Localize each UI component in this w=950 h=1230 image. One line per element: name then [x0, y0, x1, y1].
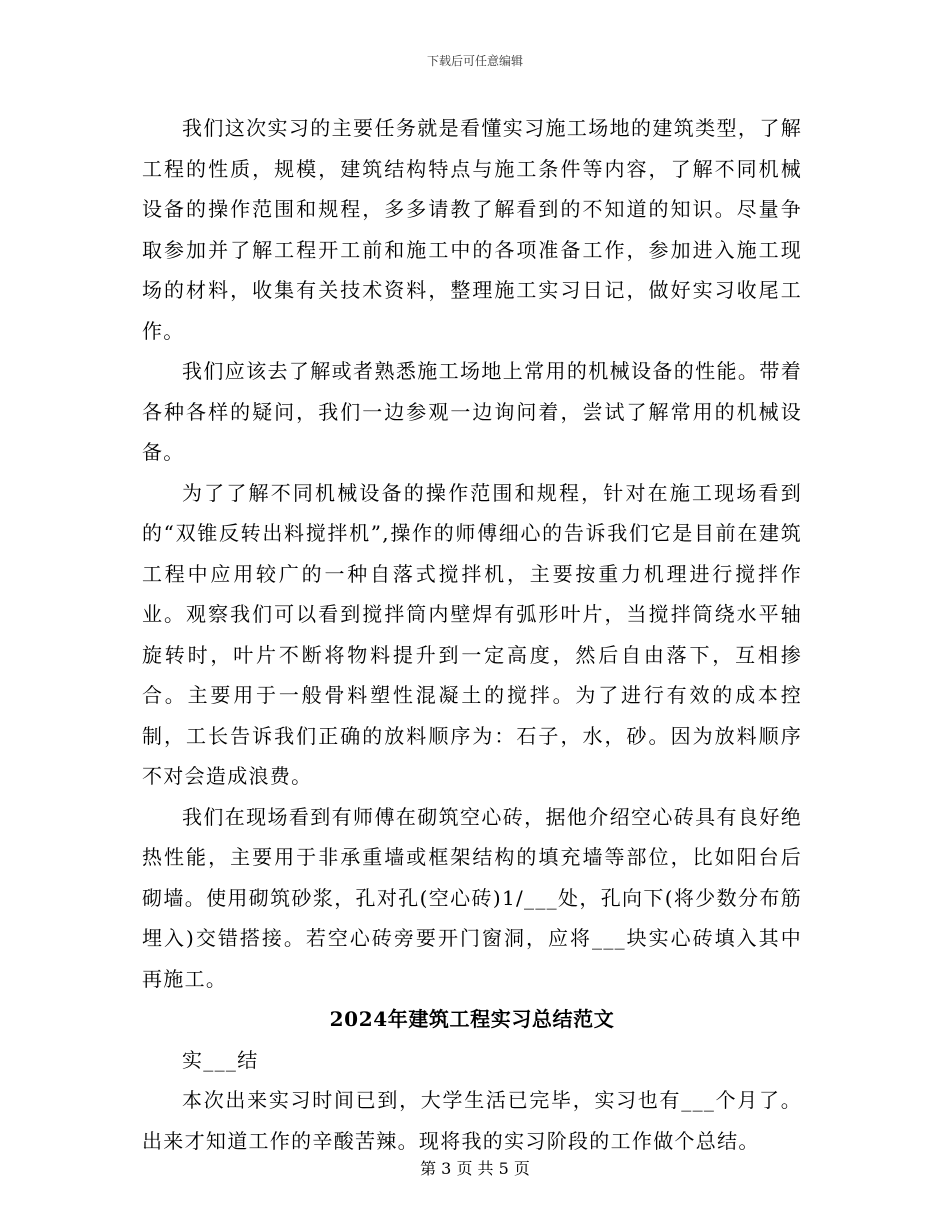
paragraph-mixer: 为了了解不同机械设备的操作范围和规程，针对在施工现场看到的“双锥反转出料搅拌机”,操作的师傅细心的告诉我们它是目前在建筑工程中应用较广的一种自落式搅拌机，主要按重力机理进行搅拌作业。观察我们可以看到搅拌筒内壁焊有弧形叶片，当搅拌筒绕水平轴旋转时，叶片不断将物料提升到一定高度，然后自由落下，互相掺合。主要用于一般骨料塑性混凝土的搅拌。为了进行有效的成本控制，工长告诉我们正确的放料顺序为：石子，水，砂。因为放料顺序不对会造成浪费。: [142, 480, 802, 788]
paragraph-task: 我们这次实习的主要任务就是看懂实习施工场地的建筑类型，了解工程的性质，规模，建筑结构特点与施工条件等内容，了解不同机械设备的操作范围和规程，多多请教了解看到的不知道的知识。尽量争取参加并了解工程开工前和施工中的各项准备工作，参加进入施工现场的材料，收集有关技术资料，整理施工实习日记，做好实习收尾工作。: [142, 116, 802, 343]
sub-heading: 实___结: [182, 1047, 259, 1072]
paragraph-brick: 我们在现场看到有师傅在砌筑空心砖，据他介绍空心砖具有良好绝热性能，主要用于非承重墙或框架结构的填充墙等部位，比如阳台后砌墙。使用砌筑砂浆，孔对孔(空心砖)1/___处，孔向下(将少数分布筋埋入)交错搭接。若空心砖旁要开门窗洞，应将___块实心砖填入其中再施工。: [142, 804, 802, 991]
header-note: 下载后可任意编辑: [426, 54, 523, 68]
document-body: [142, 108, 802, 1161]
page-number: 第 3 页 共 5 页: [420, 1159, 530, 1178]
paragraph-summary: 本次出来实习时间已到，大学生活已完毕，实习也有___个月了。出来才知道工作的辛酸苦辣。现将我的实习阶段的工作做个总结。: [142, 1088, 802, 1153]
section-title: 2024年建筑工程实习总结范文: [329, 1007, 615, 1031]
paragraph-equipment: 我们应该去了解或者熟悉施工场地上常用的机械设备的性能。带着各种各样的疑问，我们一边参观一边询问着，尝试了解常用的机械设备。: [142, 359, 802, 464]
